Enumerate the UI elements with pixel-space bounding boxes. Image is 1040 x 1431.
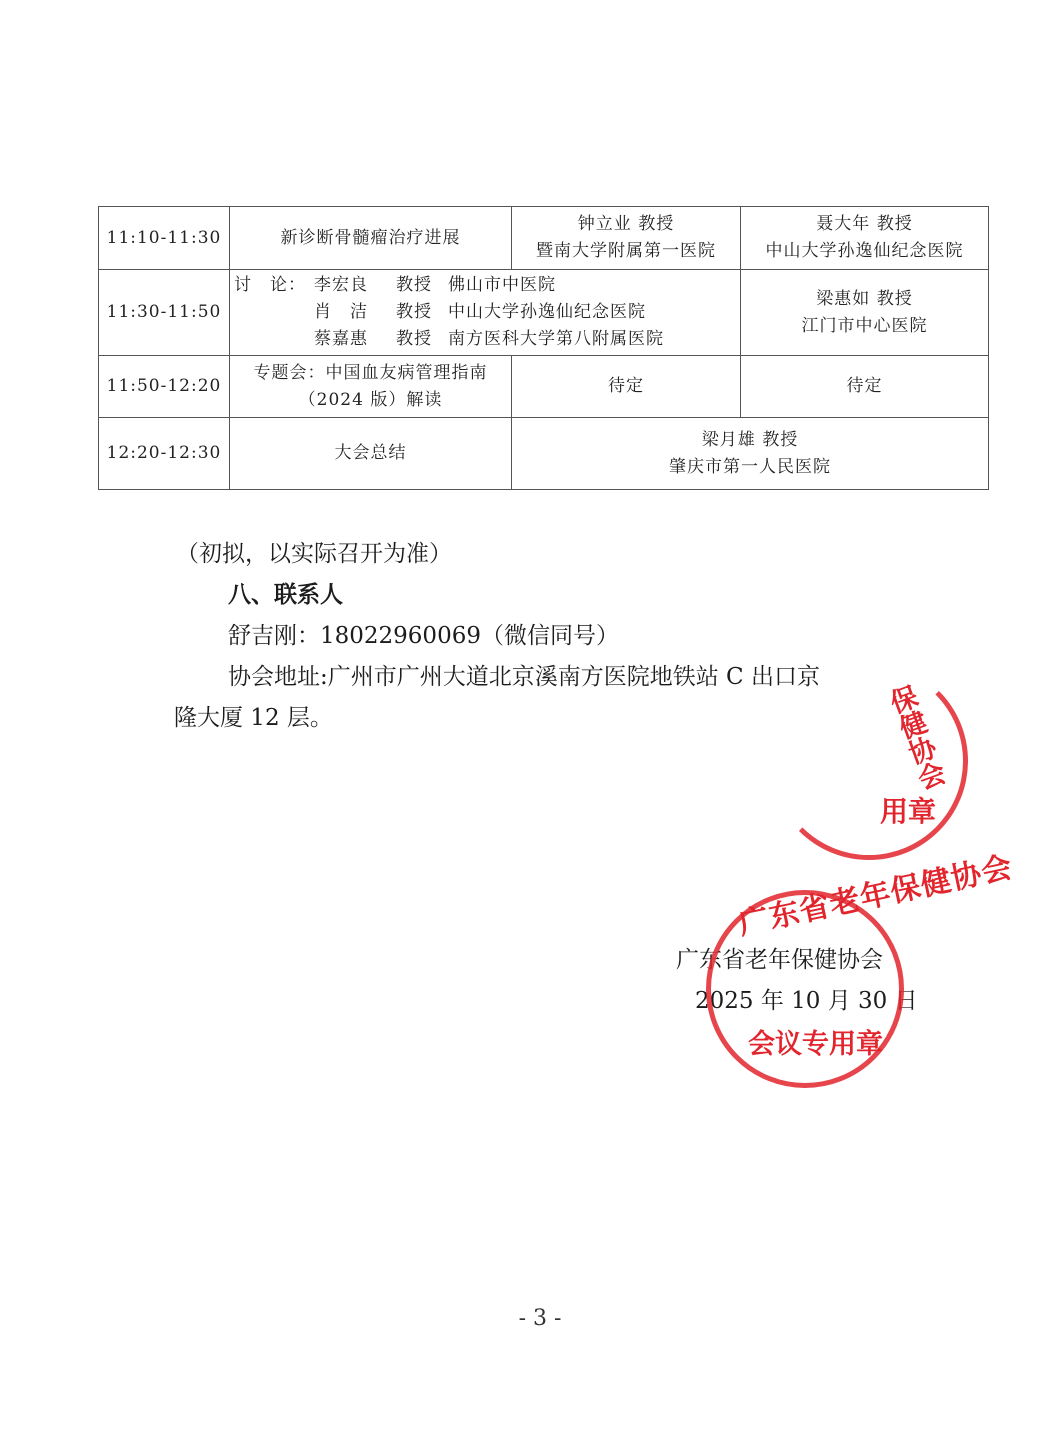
- chair-hospital: 中山大学孙逸仙纪念医院: [765, 241, 964, 261]
- speaker-name: 梁月雄 教授: [701, 429, 799, 450]
- address-line-continued: 隆大厦 12 层。: [174, 705, 333, 731]
- chair-cell: 待定: [741, 356, 989, 418]
- discussant-hospital: 中山大学孙逸仙纪念医院: [448, 302, 646, 322]
- time-cell: 11:30-11:50: [99, 270, 230, 356]
- speaker-cell: 待定: [512, 356, 741, 418]
- time-cell: 11:10-11:30: [99, 207, 230, 270]
- discussion-spacer: [234, 299, 314, 326]
- discussant-title: 教授: [396, 302, 432, 322]
- speaker-name: 钟立业 教授: [577, 214, 675, 234]
- table-row: [99, 270, 989, 356]
- discussion-label: 讨 论：: [234, 275, 306, 295]
- address-line: 协会地址:广州市广州大道北京溪南方医院地铁站 C 出口京: [228, 664, 820, 690]
- table-row: [99, 356, 989, 418]
- table-row: [99, 418, 989, 490]
- page-number: - 3 -: [518, 1306, 562, 1331]
- table-row: [99, 207, 989, 270]
- speaker-hospital: 肇庆市第一人民医院: [669, 456, 831, 477]
- discussant-hospital: 南方医科大学第八附属医院: [448, 329, 664, 349]
- topic-cell: 新诊断骨髓瘤治疗进展: [230, 207, 512, 270]
- topic-cell: [230, 356, 512, 418]
- contact-line: 舒吉刚：18022960069（微信同号）: [228, 623, 619, 649]
- stamp-purpose-text: 会议专用章: [748, 1029, 883, 1060]
- speaker-hospital: 暨南大学附属第一医院: [536, 241, 716, 261]
- discussion-spacer: [234, 326, 314, 353]
- speaker-cell: [512, 207, 741, 270]
- topic-line: （2024 版）解读: [298, 389, 443, 410]
- stamp-org-text: 广东省老年保健协会: [735, 849, 1016, 943]
- topic-cell: 大会总结: [230, 418, 512, 490]
- topic-line: 专题会：中国血友病管理指南: [253, 362, 488, 383]
- schedule-table: [98, 206, 989, 490]
- chair-name: 梁惠如 教授: [816, 288, 913, 309]
- draft-note: （初拟，以实际召开为准）: [176, 541, 452, 567]
- speaker-cell: [512, 418, 989, 490]
- discussant-name: 肖 洁: [314, 302, 368, 322]
- chair-cell: [741, 207, 989, 270]
- discussant-name: 李宏良: [314, 275, 368, 295]
- chair-name: 聂大年 教授: [816, 214, 913, 234]
- time-cell: 11:50-12:20: [99, 356, 230, 418]
- chair-hospital: 江门市中心医院: [801, 315, 928, 336]
- chair-cell: [741, 270, 989, 356]
- discussant-name: 蔡嘉惠: [314, 329, 368, 349]
- discussant-title: 教授: [396, 275, 432, 295]
- partial-stamp-text: 保健协会: [881, 682, 948, 795]
- discussant-hospital: 佛山市中医院: [448, 275, 556, 295]
- discussant-title: 教授: [396, 329, 432, 349]
- discussion-list: [234, 272, 736, 353]
- time-cell: 12:20-12:30: [99, 418, 230, 490]
- signature-org: 广东省老年保健协会: [676, 947, 883, 973]
- section-heading: 八、联系人: [228, 581, 343, 608]
- partial-stamp-text: 用章: [880, 795, 937, 828]
- signature-date: 2025 年 10 月 30 日: [695, 988, 918, 1014]
- discussion-cell: [230, 270, 741, 356]
